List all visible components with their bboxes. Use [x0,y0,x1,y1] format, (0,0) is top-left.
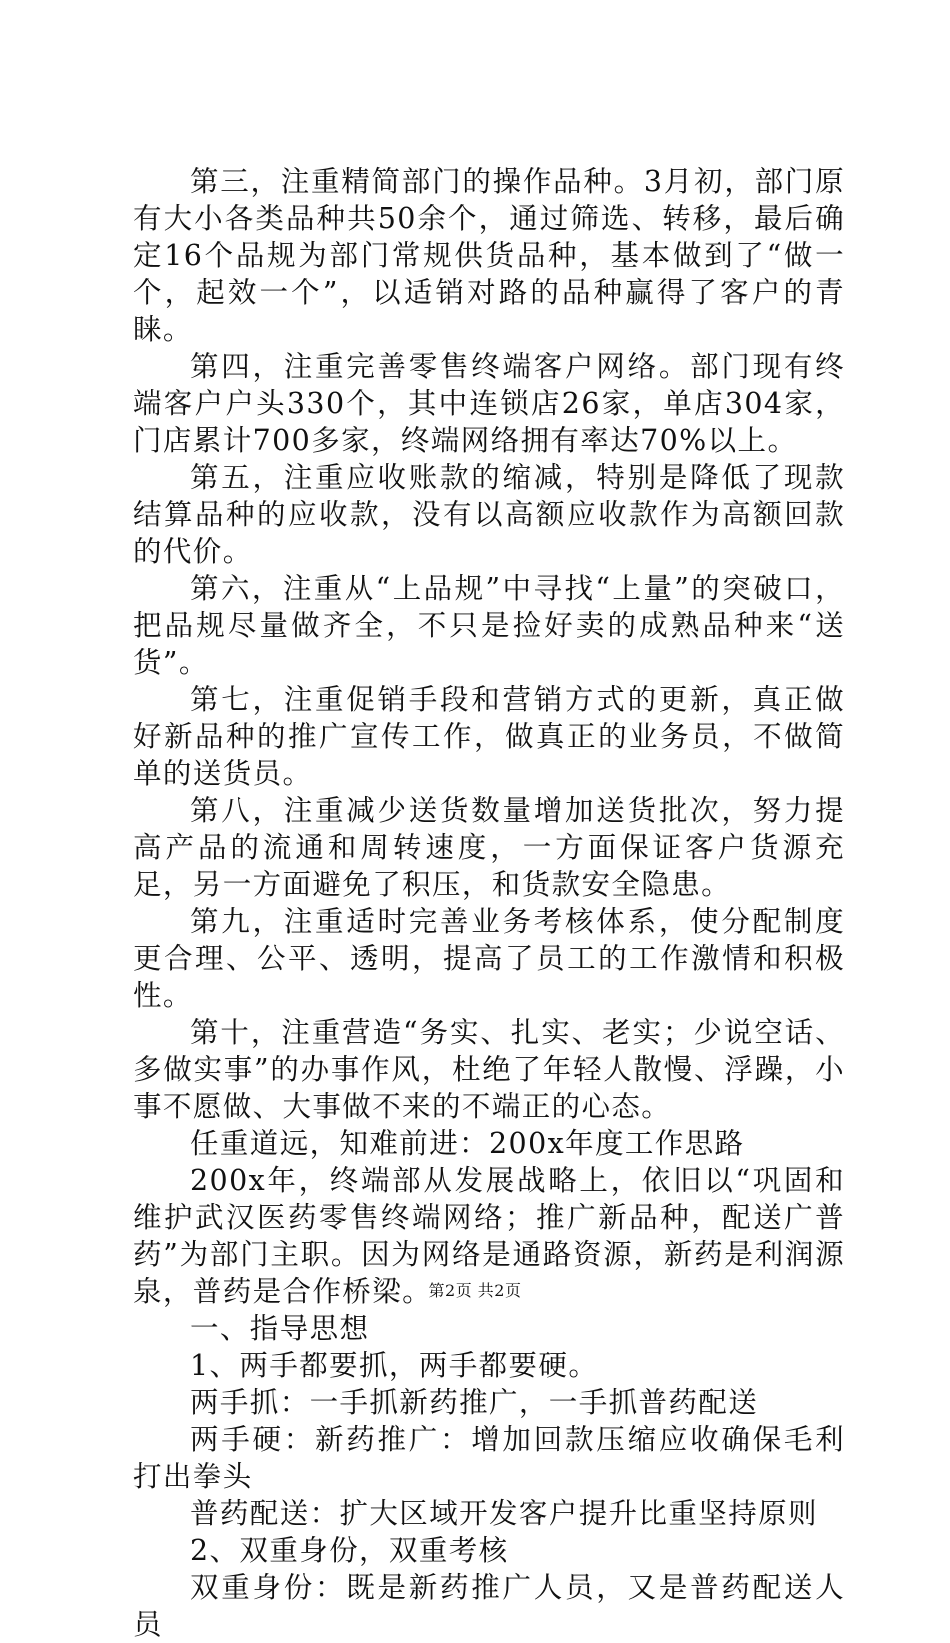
list-item-2-detail: 双重身份：既是新药推广人员，又是普药配送人员 [133,1571,845,1641]
page-number-footer: 第2页 共2页 [428,1281,522,1300]
paragraph-9: 第九，注重适时完善业务考核体系，使分配制度更合理、公平、透明，提高了员工的工作激情和积极性。 [133,905,845,1012]
paragraph-3: 第三，注重精简部门的操作品种。3月初，部门原有大小各类品种共50余个，通过筛选、转移，最后确定16个品规为部门常规供货品种，基本做到了“做一个，起效一个”，以适销对路的品种赢得了客户的青睐。 [133,165,845,346]
paragraph-4: 第四，注重完善零售终端客户网络。部门现有终端客户户头330个，其中连锁店26家，单店304家，门店累计700多家，终端网络拥有率达70%以上。 [133,350,845,457]
list-item-1-detail-c: 普药配送：扩大区域开发客户提升比重坚持原则 [190,1497,818,1530]
list-item-1: 1、两手都要抓，两手都要硬。 [190,1349,599,1382]
list-item-2: 2、双重身份，双重考核 [190,1534,509,1567]
document-body [133,150,845,1643]
list-item-1-detail-a: 两手抓：一手抓新药推广，一手抓普药配送 [190,1386,759,1419]
paragraph-5: 第五，注重应收账款的缩减，特别是降低了现款结算品种的应收款，没有以高额应收款作为高额回款的代价。 [133,461,845,568]
plan-intro-paragraph: 200x年，终端部从发展战略上，依旧以“巩固和维护武汉医药零售终端网络；推广新品种，配送广普药”为部门主职。因为网络是通路资源，新药是利润源泉，普药是合作桥梁。 [133,1164,845,1308]
list-item-1-detail-b: 两手硬：新药推广：增加回款压缩应收确保毛利打出拳头 [133,1423,845,1493]
subheading-guiding-ideas: 一、指导思想 [190,1312,370,1345]
paragraph-7: 第七，注重促销手段和营销方式的更新，真正做好新品种的推广宣传工作，做真正的业务员，不做简单的送货员。 [133,683,845,790]
paragraph-10: 第十，注重营造“务实、扎实、老实；少说空话、多做实事”的办事作风，杜绝了年轻人散慢、浮躁，小事不愿做、大事做不来的不端正的心态。 [133,1016,845,1123]
paragraph-6: 第六，注重从“上品规”中寻找“上量”的突破口，把品规尽量做齐全，不只是捡好卖的成熟品种来“送货”。 [133,572,845,679]
section-heading: 任重道远，知难前进：200x年度工作思路 [190,1127,745,1160]
paragraph-8: 第八，注重减少送货数量增加送货批次，努力提高产品的流通和周转速度，一方面保证客户货源充足，另一方面避免了积压，和货款安全隐患。 [133,794,845,901]
